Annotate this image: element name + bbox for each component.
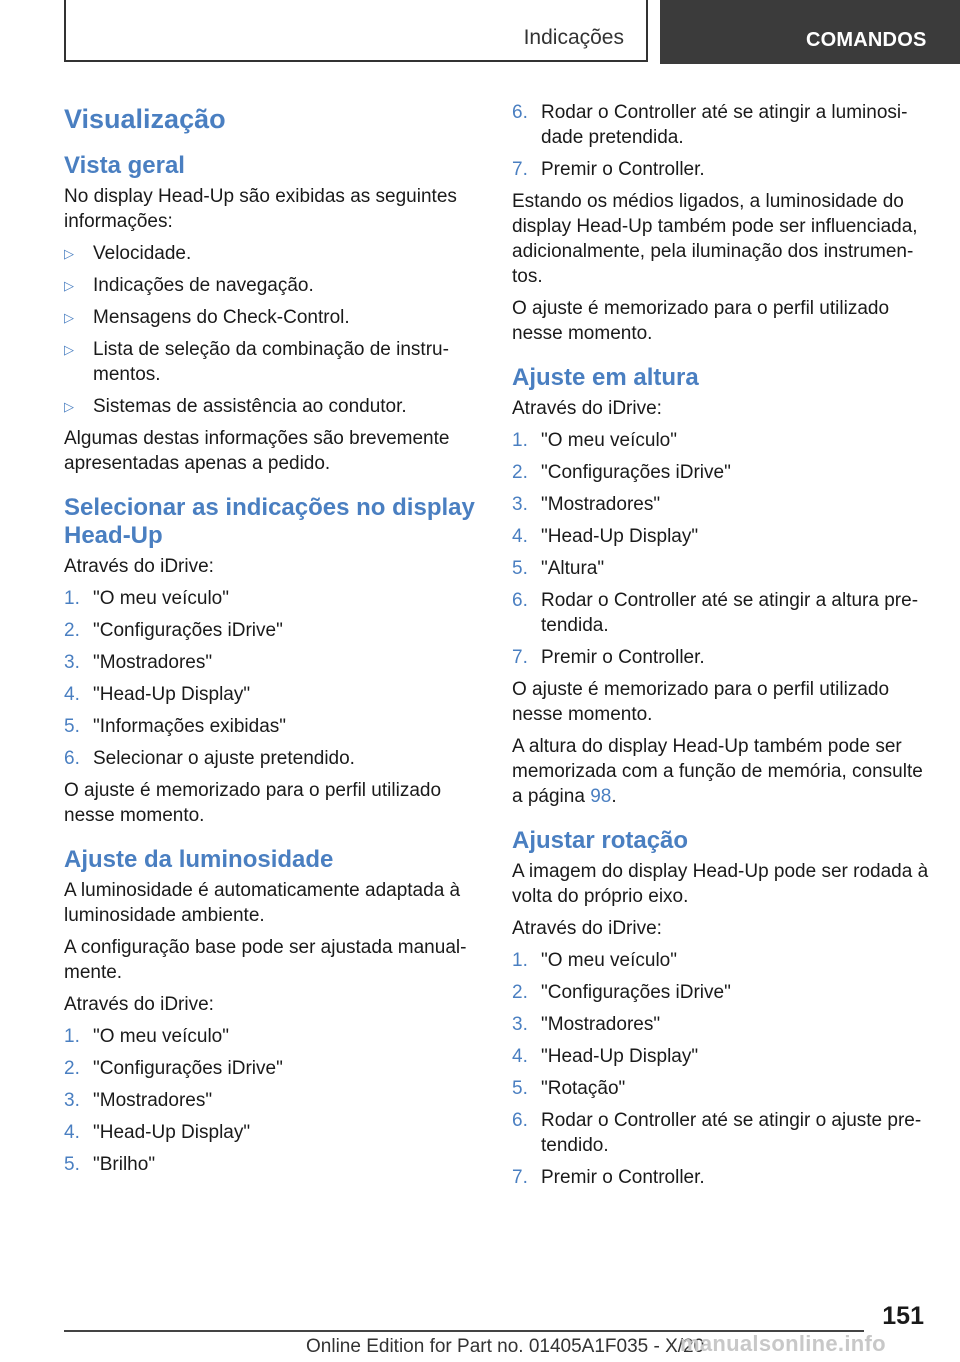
list-item: 3. "Mostradores" bbox=[64, 1090, 213, 1111]
heading-rotation: Ajustar rotação bbox=[512, 827, 689, 854]
triangle-bullet-icon: ▷ bbox=[64, 246, 74, 261]
list-item: 1. "O meu veículo" bbox=[64, 1026, 229, 1047]
height-note: O ajuste é memorizado para o perfil utilizado nesse momento. bbox=[512, 679, 890, 725]
triangle-bullet-icon: ▷ bbox=[64, 399, 74, 414]
brightness-steps-list bbox=[64, 1024, 476, 1177]
list-item: 3. "Mostradores" bbox=[512, 1014, 661, 1035]
brightness-p2: A configuração base pode ser ajustada manualmente. bbox=[64, 937, 467, 983]
page-header bbox=[0, 0, 960, 66]
page-link[interactable]: 98 bbox=[590, 786, 612, 807]
list-item: 6. Rodar o Controller até se atingir a luminosidade pretendida. bbox=[512, 102, 908, 148]
right-column bbox=[512, 100, 932, 1190]
list-item: 6. Selecionar o ajuste pretendido. bbox=[64, 748, 355, 769]
list-item: 4. "Head-Up Display" bbox=[512, 526, 699, 547]
page-number: 151 bbox=[882, 1302, 924, 1330]
overview-note: Algumas destas informações são brevemente apresentadas apenas a pedido. bbox=[64, 428, 450, 474]
list-item: 5. "Informações exibidas" bbox=[64, 716, 287, 737]
heading-height: Ajuste em altura bbox=[512, 364, 699, 391]
rotation-p1: A imagem do display Head-Up pode ser rodada à volta do próprio eixo. bbox=[512, 861, 929, 907]
select-note: O ajuste é memorizado para o perfil utilizado nesse momento. bbox=[64, 780, 442, 826]
list-item: 4. "Head-Up Display" bbox=[64, 1122, 251, 1143]
list-item: 1. "O meu veículo" bbox=[512, 430, 677, 451]
list-item: 7. Premir o Controller. bbox=[512, 1167, 705, 1188]
list-item: ▷ Lista de seleção da combinação de instrumentos. bbox=[64, 339, 449, 385]
list-item: 4. "Head-Up Display" bbox=[512, 1046, 699, 1067]
chapter-tab: COMANDOS bbox=[660, 0, 960, 64]
select-steps-list bbox=[64, 586, 476, 771]
list-item: 6. Rodar o Controller até se atingir a altura pretendida. bbox=[512, 590, 919, 636]
list-item: 2. "Configurações iDrive" bbox=[512, 982, 731, 1003]
list-item: 2. "Configurações iDrive" bbox=[64, 620, 283, 641]
list-item: 1. "O meu veículo" bbox=[512, 950, 677, 971]
section-title: Indicações bbox=[523, 26, 624, 49]
watermark: manualsonline.info bbox=[680, 1331, 886, 1356]
list-item: 7. Premir o Controller. bbox=[512, 647, 705, 668]
brightness-p3: Estando os médios ligados, a luminosidade do display Head-Up também pode ser influenciada, adicionalmente, pela iluminação dos instrumentos. bbox=[512, 191, 918, 287]
triangle-bullet-icon: ▷ bbox=[64, 342, 74, 357]
list-item: ▷ Sistemas de assistência ao condutor. bbox=[64, 396, 407, 417]
list-item: 3. "Mostradores" bbox=[512, 494, 661, 515]
left-column bbox=[64, 100, 476, 1177]
triangle-bullet-icon: ▷ bbox=[64, 310, 74, 325]
page-title: Visualização bbox=[64, 104, 226, 134]
list-item: 2. "Configurações iDrive" bbox=[512, 462, 731, 483]
list-item: 5. "Brilho" bbox=[64, 1154, 156, 1175]
list-item: ▷ Indicações de navegação. bbox=[64, 275, 314, 296]
brightness-steps-continued bbox=[512, 100, 932, 182]
list-item: 2. "Configurações iDrive" bbox=[64, 1058, 283, 1079]
height-memory: A altura do display Head-Up também pode ser memorizada com a função de memória, consulte a página 98. bbox=[512, 736, 923, 807]
heading-overview: Vista geral bbox=[64, 152, 185, 179]
list-item: 5. "Rotação" bbox=[512, 1078, 626, 1099]
triangle-bullet-icon: ▷ bbox=[64, 278, 74, 293]
list-item: ▷ Velocidade. bbox=[64, 243, 192, 264]
section-tab bbox=[64, 0, 648, 62]
brightness-via: Através do iDrive: bbox=[64, 994, 214, 1015]
footer-edition: Online Edition for Part no. 01405A1F035 - X/20 bbox=[306, 1336, 705, 1357]
list-item: 4. "Head-Up Display" bbox=[64, 684, 251, 705]
rotation-via: Através do iDrive: bbox=[512, 918, 662, 939]
heading-brightness: Ajuste da luminosidade bbox=[64, 846, 334, 873]
heading-select-indications: Selecionar as indicações no display Head-Up bbox=[64, 494, 475, 549]
list-item: 7. Premir o Controller. bbox=[512, 159, 705, 180]
list-item: 5. "Altura" bbox=[512, 558, 605, 579]
list-item: 6. Rodar o Controller até se atingir o ajuste pretendido. bbox=[512, 1110, 922, 1156]
list-item: 3. "Mostradores" bbox=[64, 652, 213, 673]
rotation-steps-list bbox=[512, 948, 932, 1190]
overview-intro: No display Head-Up são exibidas as seguintes informações: bbox=[64, 186, 457, 232]
height-via: Através do iDrive: bbox=[512, 398, 662, 419]
overview-bullet-list bbox=[64, 241, 476, 419]
list-item: ▷ Mensagens do Check-Control. bbox=[64, 307, 350, 328]
height-steps-list bbox=[512, 428, 932, 670]
select-via: Através do iDrive: bbox=[64, 556, 214, 577]
brightness-note: O ajuste é memorizado para o perfil utilizado nesse momento. bbox=[512, 298, 890, 344]
brightness-p1: A luminosidade é automaticamente adaptada à luminosidade ambiente. bbox=[64, 880, 461, 926]
list-item: 1. "O meu veículo" bbox=[64, 588, 229, 609]
